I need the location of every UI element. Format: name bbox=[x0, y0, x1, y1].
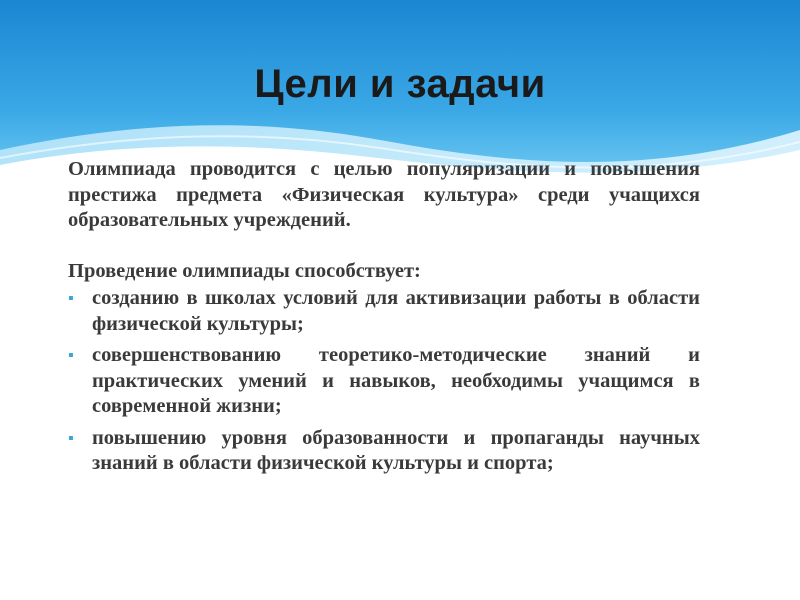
lead-paragraph: Проведение олимпиады способствует: bbox=[68, 259, 421, 282]
square-bullet-icon: ▪ bbox=[68, 347, 74, 364]
bullet-text: повышению уровня образованности и пропаганды научных знаний в области физической культуры и спорта; bbox=[92, 426, 700, 474]
square-bullet-icon: ▪ bbox=[68, 429, 74, 447]
slide-body bbox=[68, 157, 700, 483]
intro-paragraph: Олимпиада проводится с целью популяризации и повышения престижа предмета «Физическая культура» среди учащихся образовательных учреждений. bbox=[68, 158, 700, 231]
slide-title: Цели и задачи bbox=[254, 62, 546, 106]
square-bullet-icon: ▪ bbox=[68, 290, 74, 307]
bullet-text: созданию в школах условий для активизации работы в области физической культуры; bbox=[92, 287, 700, 335]
bullet-text: совершенствованию теоретико-методические знаний и практических умений и навыков, необходимы учащимся в современной жизни; bbox=[92, 344, 700, 417]
bullet-item bbox=[68, 426, 700, 477]
bullet-item bbox=[68, 343, 700, 420]
bullet-item bbox=[68, 286, 700, 337]
bullet-list bbox=[68, 286, 700, 477]
